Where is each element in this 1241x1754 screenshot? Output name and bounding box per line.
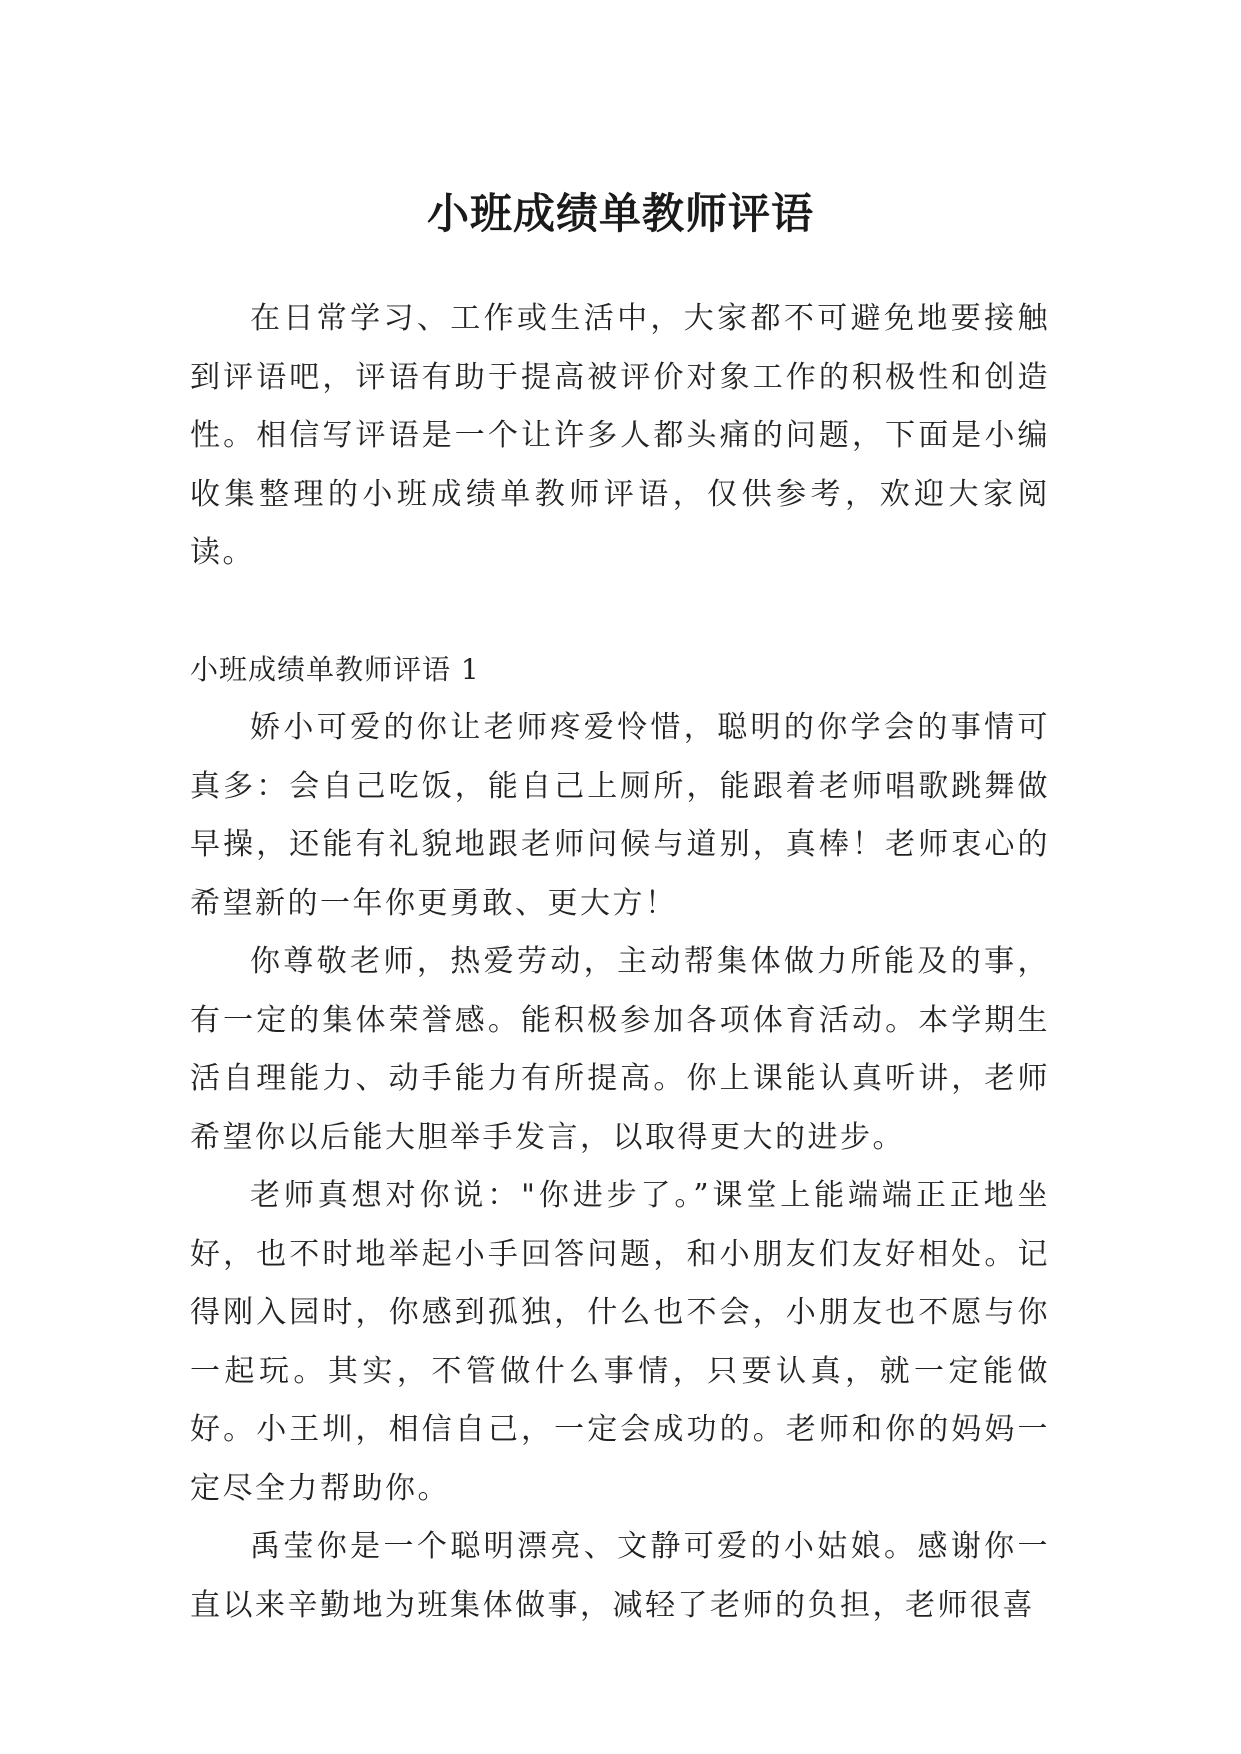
- section-heading: 小班成绩单教师评语 1: [190, 652, 480, 686]
- document-body: [190, 290, 1050, 1635]
- intro-paragraph: 在日常学习、工作或生活中，大家都不可避免地要接触到评语吧，评语有助于提高被评价对象工作的积极性和创造性。相信写评语是一个让许多人都头痛的问题，下面是小编收集整理的小班成绩单教师评语，仅供参考，欢迎大家阅读。: [190, 301, 1050, 570]
- comment-paragraph-1: 娇小可爱的你让老师疼爱怜惜，聪明的你学会的事情可真多：会自己吃饭，能自己上厕所，能跟着老师唱歌跳舞做早操，还能有礼貌地跟老师问候与道别，真棒！老师衷心的希望新的一年你更勇敢、更大方！: [190, 710, 1050, 921]
- comment-paragraph-3: 老师真想对你说："你进步了。”课堂上能端端正正地坐好，也不时地举起小手回答问题，和小朋友们友好相处。记得刚入园时，你感到孤独，什么也不会，小朋友也不愿与你一起玩。其实，不管做什么事情，只要认真，就一定能做好。小王圳，相信自己，一定会成功的。老师和你的妈妈一定尽全力帮助你。: [190, 1178, 1050, 1506]
- comment-paragraph-4: 禹莹你是一个聪明漂亮、文静可爱的小姑娘。感谢你一直以来辛勤地为班集体做事，减轻了老师的负担，老师很喜: [190, 1529, 1050, 1623]
- page-title: 小班成绩单教师评语: [426, 189, 814, 239]
- comment-paragraph-2: 你尊敬老师，热爱劳动，主动帮集体做力所能及的事，有一定的集体荣誉感。能积极参加各项体育活动。本学期生活自理能力、动手能力有所提高。你上课能认真听讲，老师希望你以后能大胆举手发言，以取得更大的进步。: [190, 944, 1050, 1155]
